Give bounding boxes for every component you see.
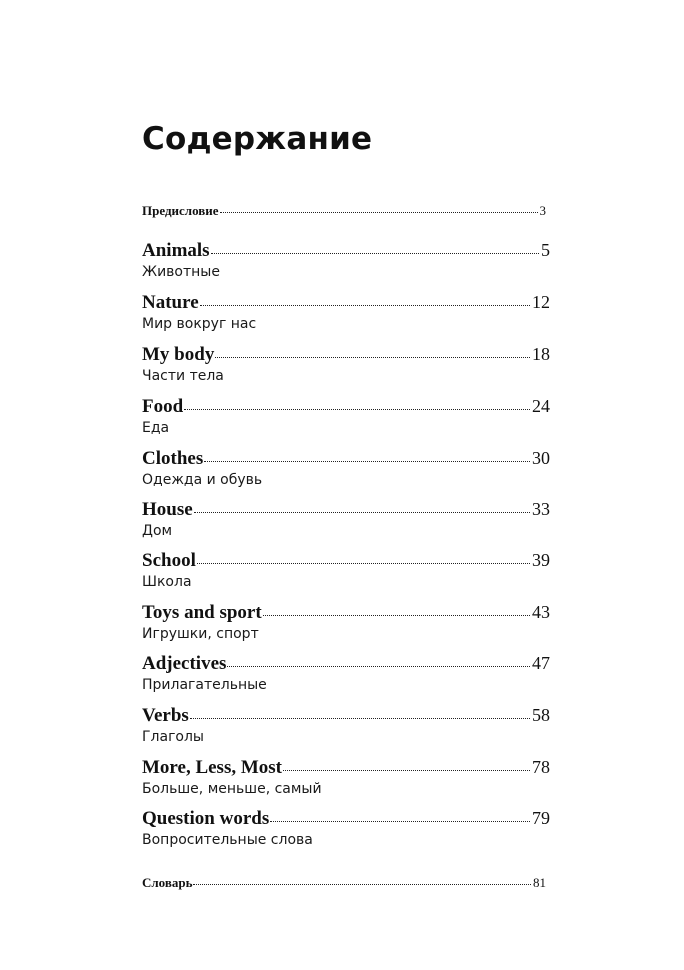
toc-entry-subtitle: Глаголы — [142, 729, 204, 745]
toc-entry-title: Question words — [142, 808, 270, 829]
dot-leader — [263, 615, 530, 616]
toc-entry-page: 78 — [532, 757, 550, 777]
dot-leader — [197, 563, 530, 564]
toc-entry-page: 79 — [532, 808, 550, 828]
toc-entry-subtitle: Животные — [142, 264, 220, 280]
toc-entry[interactable] — [142, 448, 550, 489]
dot-leader — [193, 884, 531, 885]
dot-leader — [283, 770, 530, 771]
dot-leader — [190, 718, 530, 719]
toc-entry[interactable] — [142, 499, 550, 540]
dot-leader — [194, 512, 530, 513]
toc-entry-page: 30 — [532, 448, 550, 468]
toc-entry[interactable] — [142, 550, 550, 591]
dot-leader — [227, 666, 530, 667]
toc-entry-page: 58 — [532, 705, 550, 725]
toc-entry-page: 33 — [532, 499, 550, 519]
toc-entry-subtitle: Дом — [142, 523, 173, 539]
toc-entry-subtitle: Школа — [142, 574, 192, 590]
toc-entry[interactable] — [142, 344, 550, 385]
toc-dictionary-title: Словарь — [142, 875, 193, 890]
toc-entry-title: Clothes — [142, 448, 204, 469]
toc-entry-title: Toys and sport — [142, 602, 262, 623]
toc-entry-title: House — [142, 499, 193, 520]
dot-leader — [270, 821, 530, 822]
toc-entry-title: Food — [142, 396, 184, 417]
toc-entry[interactable] — [142, 705, 550, 746]
toc-entry-page: 47 — [532, 653, 550, 673]
toc-entry-page: 24 — [532, 396, 550, 416]
toc-entry-page: 43 — [532, 602, 550, 622]
toc-entry-subtitle: Вопросительные слова — [142, 832, 313, 848]
toc-entry[interactable] — [142, 653, 550, 694]
toc-entry-page: 5 — [541, 240, 550, 260]
toc-preface-title: Предисловие — [142, 203, 219, 218]
toc-entry-page: 18 — [532, 344, 550, 364]
page-title: Содержание — [142, 121, 373, 157]
toc-preface-page: 3 — [539, 203, 546, 218]
dot-leader — [211, 253, 539, 254]
toc-entry-page: 12 — [532, 292, 550, 312]
toc-entry-title: Animals — [142, 240, 210, 261]
toc-entry[interactable] — [142, 292, 550, 333]
toc-entry-title: More, Less, Most — [142, 757, 283, 778]
toc-entry-title: Adjectives — [142, 653, 227, 674]
toc-entry-subtitle: Одежда и обувь — [142, 472, 263, 488]
dot-leader — [220, 212, 538, 213]
toc-entry[interactable] — [142, 240, 550, 281]
toc-entry-subtitle: Игрушки, спорт — [142, 626, 259, 642]
dot-leader — [184, 409, 530, 410]
toc-entry-subtitle: Мир вокруг нас — [142, 316, 257, 332]
dot-leader — [215, 357, 530, 358]
toc-entry-subtitle: Еда — [142, 420, 170, 436]
toc-entry-title: Verbs — [142, 705, 189, 726]
toc-entry-subtitle: Больше, меньше, самый — [142, 781, 322, 797]
toc-entry[interactable] — [142, 757, 550, 798]
dot-leader — [204, 461, 530, 462]
toc-entry[interactable] — [142, 396, 550, 437]
toc-preface[interactable] — [142, 203, 546, 219]
toc-entry-subtitle: Части тела — [142, 368, 224, 384]
toc-entry-page: 39 — [532, 550, 550, 570]
dot-leader — [200, 305, 530, 306]
toc-dictionary[interactable] — [142, 875, 546, 891]
toc-entry-title: My body — [142, 344, 215, 365]
toc-dictionary-page: 81 — [533, 875, 546, 890]
toc-entry[interactable] — [142, 808, 550, 849]
toc-entry[interactable] — [142, 602, 550, 643]
toc-entry-title: School — [142, 550, 196, 571]
toc-entry-title: Nature — [142, 292, 199, 313]
toc-entry-subtitle: Прилагательные — [142, 677, 267, 693]
